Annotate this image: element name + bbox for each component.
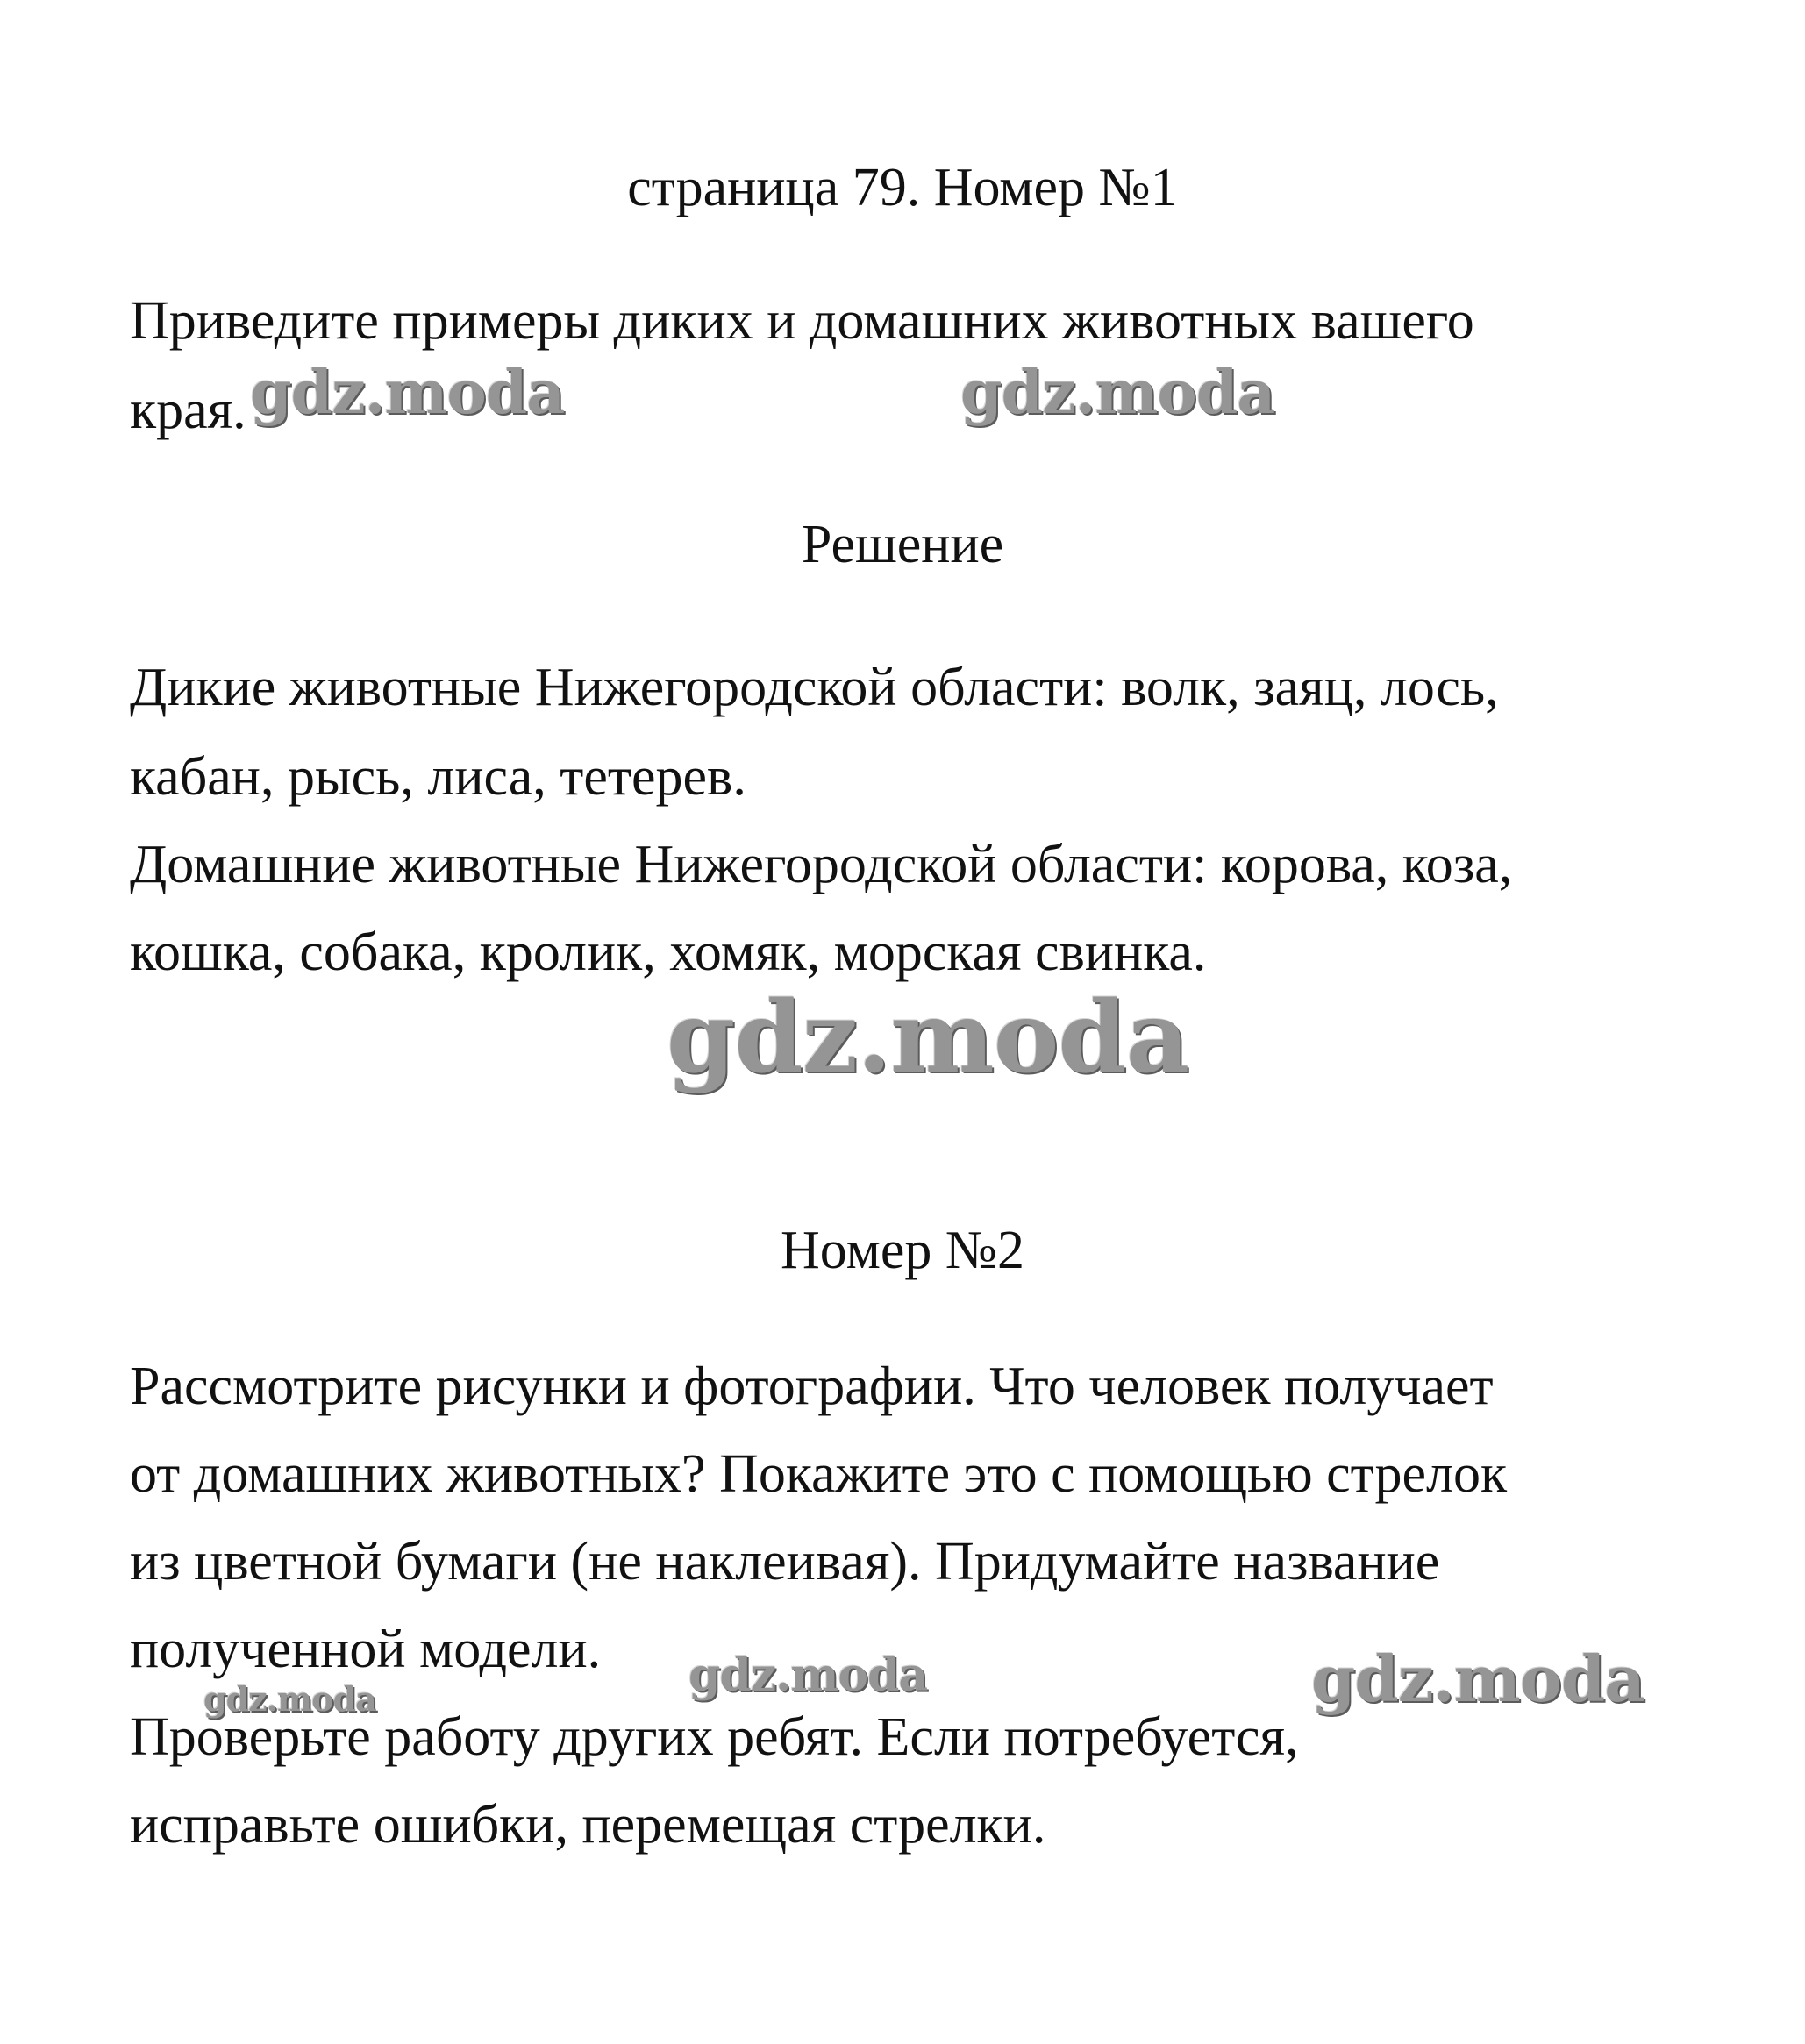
task2-line-3: из цветной бумаги (не наклеивая). Придумайте название	[130, 1532, 1440, 1592]
watermark: gdz.moda	[667, 980, 1189, 1095]
task2-line-2: от домашних животных? Покажите это с помощью стрелок	[130, 1444, 1508, 1504]
task2-line-6: исправьте ошибки, перемещая стрелки.	[130, 1795, 1046, 1855]
task1-line-2: края.	[130, 381, 246, 440]
section1-heading: страница 79. Номер №1	[627, 158, 1178, 217]
solution-line-4: кошка, собака, кролик, хомяк, морская свинка.	[130, 922, 1207, 982]
watermark: gdz.moda	[203, 1679, 376, 1719]
task1-line-1: Приведите примеры диких и домашних животных вашего	[130, 291, 1474, 351]
task2-line-5: Проверьте работу других ребят. Если потребуется,	[130, 1707, 1299, 1767]
solution-line-2: кабан, рысь, лиса, тетерев.	[130, 747, 746, 807]
watermark: gdz.moda	[250, 358, 565, 428]
task2-line-1: Рассмотрите рисунки и фотографии. Что человек получает	[130, 1357, 1494, 1416]
watermark: gdz.moda	[688, 1649, 928, 1702]
task2-line-4: полученной модели.	[130, 1620, 602, 1679]
solution-line-1: Дикие животные Нижегородской области: волк, заяц, лось,	[130, 658, 1499, 717]
section2-heading: Номер №2	[780, 1221, 1024, 1280]
watermark: gdz.moda	[1311, 1642, 1644, 1716]
watermark: gdz.moda	[960, 358, 1275, 428]
solution-heading: Решение	[801, 515, 1004, 574]
solution-line-3: Домашние животные Нижегородской области: корова, коза,	[130, 835, 1513, 894]
